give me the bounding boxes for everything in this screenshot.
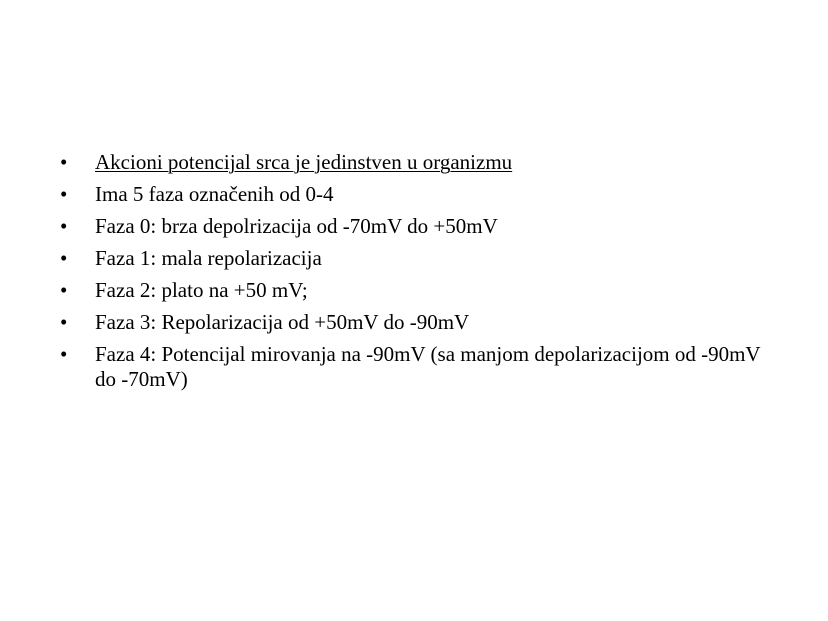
bullet-text: Faza 1: mala repolarizacija <box>95 246 322 270</box>
bullet-icon: • <box>60 150 68 174</box>
bullet-icon: • <box>60 278 68 302</box>
bullet-list <box>60 150 780 399</box>
bullet-text: Akcioni potencijal srca je jedinstven u organizmu <box>95 150 513 174</box>
bullet-icon: • <box>60 246 68 270</box>
bullet-text: Ima 5 faza označenih od 0-4 <box>95 182 334 206</box>
list-item <box>60 278 780 303</box>
list-item <box>60 182 780 207</box>
list-item <box>60 214 780 239</box>
bullet-icon: • <box>60 342 68 366</box>
bullet-text: Faza 0: brza depolrizacija od -70mV do +50mV <box>95 214 498 238</box>
bullet-text: Faza 4: Potencijal mirovanja na -90mV (sa manjom depolarizacijom od -90mV do -70mV) <box>95 342 761 391</box>
list-item <box>60 342 780 392</box>
list-item <box>60 150 780 175</box>
bullet-icon: • <box>60 310 68 334</box>
bullet-icon: • <box>60 182 68 206</box>
bullet-text: Faza 3: Repolarizacija od +50mV do -90mV <box>95 310 470 334</box>
bullet-text: Faza 2: plato na +50 mV; <box>95 278 308 302</box>
bullet-icon: • <box>60 214 68 238</box>
list-item <box>60 246 780 271</box>
list-item <box>60 310 780 335</box>
